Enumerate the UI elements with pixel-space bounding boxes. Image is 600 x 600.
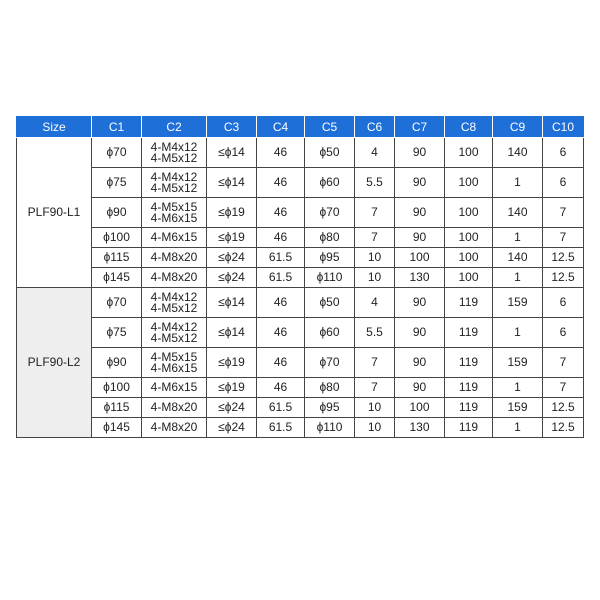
cell-c6: 5.5 xyxy=(355,168,395,198)
column-header: C5 xyxy=(305,117,355,138)
cell-c4: 46 xyxy=(257,318,305,348)
cell-c2 xyxy=(142,248,207,268)
cell-c8: 100 xyxy=(445,138,493,168)
cell-c1: ϕ145 xyxy=(92,268,142,288)
cell-c2 xyxy=(142,348,207,378)
cell-c6: 4 xyxy=(355,138,395,168)
cell-c5: ϕ70 xyxy=(305,348,355,378)
cell-c2 xyxy=(142,228,207,248)
cell-c6: 10 xyxy=(355,418,395,438)
cell-c1: ϕ70 xyxy=(92,288,142,318)
cell-c10: 7 xyxy=(543,198,584,228)
screw-spec: 4-M6x15 xyxy=(150,380,198,394)
column-header: C2 xyxy=(142,117,207,138)
screw-spec: 4-M5x15 xyxy=(150,199,198,214)
size-cell: PLF90-L1 xyxy=(17,138,92,288)
table-row xyxy=(17,168,584,198)
cell-c9: 159 xyxy=(493,398,543,418)
cell-c8: 119 xyxy=(445,418,493,438)
cell-c6: 4 xyxy=(355,288,395,318)
cell-c7: 90 xyxy=(395,228,445,248)
cell-c4: 46 xyxy=(257,228,305,248)
cell-c2 xyxy=(142,268,207,288)
cell-c3: ≤ϕ19 xyxy=(207,228,257,248)
cell-c10: 6 xyxy=(543,168,584,198)
cell-c8: 100 xyxy=(445,228,493,248)
cell-c5: ϕ95 xyxy=(305,398,355,418)
table-row xyxy=(17,418,584,438)
cell-c7: 90 xyxy=(395,348,445,378)
cell-c10: 6 xyxy=(543,288,584,318)
screw-spec: 4-M5x12 xyxy=(150,150,198,165)
cell-c4: 61.5 xyxy=(257,268,305,288)
cell-c2 xyxy=(142,138,207,168)
screw-spec: 4-M4x12 xyxy=(150,289,198,304)
screw-spec: 4-M6x15 xyxy=(150,230,198,244)
column-header: Size xyxy=(17,117,92,138)
cell-c4: 61.5 xyxy=(257,418,305,438)
cell-c6: 7 xyxy=(355,228,395,248)
cell-c3: ≤ϕ24 xyxy=(207,398,257,418)
screw-spec: 4-M4x12 xyxy=(150,139,198,154)
cell-c9: 159 xyxy=(493,288,543,318)
cell-c10: 12.5 xyxy=(543,398,584,418)
column-header: C7 xyxy=(395,117,445,138)
cell-c2 xyxy=(142,378,207,398)
cell-c7: 100 xyxy=(395,398,445,418)
cell-c1: ϕ75 xyxy=(92,168,142,198)
cell-c8: 119 xyxy=(445,318,493,348)
cell-c8: 100 xyxy=(445,268,493,288)
cell-c7: 90 xyxy=(395,168,445,198)
table-row xyxy=(17,398,584,418)
cell-c1: ϕ100 xyxy=(92,228,142,248)
cell-c1: ϕ75 xyxy=(92,318,142,348)
cell-c2 xyxy=(142,198,207,228)
spec-table xyxy=(16,116,584,438)
cell-c5: ϕ80 xyxy=(305,228,355,248)
cell-c9: 159 xyxy=(493,348,543,378)
cell-c7: 90 xyxy=(395,198,445,228)
table-group xyxy=(17,288,584,438)
cell-c5: ϕ50 xyxy=(305,288,355,318)
cell-c5: ϕ95 xyxy=(305,248,355,268)
cell-c6: 7 xyxy=(355,378,395,398)
cell-c3: ≤ϕ19 xyxy=(207,378,257,398)
header-row xyxy=(17,117,584,138)
cell-c9: 1 xyxy=(493,378,543,398)
table-row xyxy=(17,348,584,378)
cell-c5: ϕ110 xyxy=(305,268,355,288)
cell-c1: ϕ145 xyxy=(92,418,142,438)
cell-c3: ≤ϕ19 xyxy=(207,348,257,378)
screw-spec: 4-M5x15 xyxy=(150,349,198,364)
cell-c3: ≤ϕ14 xyxy=(207,138,257,168)
cell-c7: 130 xyxy=(395,268,445,288)
cell-c8: 119 xyxy=(445,398,493,418)
cell-c3: ≤ϕ14 xyxy=(207,288,257,318)
screw-spec: 4-M4x12 xyxy=(150,169,198,184)
cell-c2 xyxy=(142,168,207,198)
table-row xyxy=(17,288,584,318)
cell-c2 xyxy=(142,288,207,318)
screw-spec: 4-M6x15 xyxy=(150,210,198,225)
table-row xyxy=(17,138,584,168)
screw-spec: 4-M8x20 xyxy=(150,250,198,264)
cell-c1: ϕ90 xyxy=(92,198,142,228)
screw-spec: 4-M5x12 xyxy=(150,300,198,315)
column-header: C1 xyxy=(92,117,142,138)
screw-spec: 4-M8x20 xyxy=(150,400,198,414)
screw-spec: 4-M5x12 xyxy=(150,180,198,195)
screw-spec: 4-M5x12 xyxy=(150,330,198,345)
cell-c6: 7 xyxy=(355,198,395,228)
cell-c5: ϕ110 xyxy=(305,418,355,438)
cell-c7: 90 xyxy=(395,378,445,398)
cell-c9: 1 xyxy=(493,228,543,248)
cell-c9: 1 xyxy=(493,168,543,198)
cell-c10: 7 xyxy=(543,348,584,378)
cell-c7: 130 xyxy=(395,418,445,438)
cell-c7: 90 xyxy=(395,288,445,318)
screw-spec: 4-M4x12 xyxy=(150,319,198,334)
cell-c5: ϕ70 xyxy=(305,198,355,228)
cell-c4: 46 xyxy=(257,168,305,198)
cell-c7: 90 xyxy=(395,138,445,168)
table-row xyxy=(17,198,584,228)
cell-c10: 6 xyxy=(543,138,584,168)
cell-c10: 12.5 xyxy=(543,418,584,438)
cell-c9: 140 xyxy=(493,248,543,268)
cell-c4: 46 xyxy=(257,348,305,378)
table-row xyxy=(17,268,584,288)
cell-c5: ϕ50 xyxy=(305,138,355,168)
cell-c2 xyxy=(142,318,207,348)
column-header: C4 xyxy=(257,117,305,138)
cell-c4: 46 xyxy=(257,378,305,398)
cell-c8: 100 xyxy=(445,168,493,198)
cell-c9: 1 xyxy=(493,318,543,348)
table-group xyxy=(17,138,584,288)
cell-c4: 61.5 xyxy=(257,248,305,268)
cell-c6: 10 xyxy=(355,268,395,288)
table-row xyxy=(17,228,584,248)
cell-c1: ϕ115 xyxy=(92,248,142,268)
cell-c6: 5.5 xyxy=(355,318,395,348)
cell-c6: 7 xyxy=(355,348,395,378)
table-row xyxy=(17,318,584,348)
cell-c4: 46 xyxy=(257,138,305,168)
cell-c3: ≤ϕ24 xyxy=(207,248,257,268)
cell-c1: ϕ100 xyxy=(92,378,142,398)
cell-c5: ϕ60 xyxy=(305,318,355,348)
table-row xyxy=(17,378,584,398)
cell-c8: 100 xyxy=(445,198,493,228)
cell-c6: 10 xyxy=(355,398,395,418)
cell-c8: 119 xyxy=(445,288,493,318)
cell-c8: 119 xyxy=(445,348,493,378)
cell-c2 xyxy=(142,418,207,438)
cell-c4: 61.5 xyxy=(257,398,305,418)
column-header: C6 xyxy=(355,117,395,138)
cell-c8: 119 xyxy=(445,378,493,398)
cell-c10: 6 xyxy=(543,318,584,348)
size-cell: PLF90-L2 xyxy=(17,288,92,438)
cell-c9: 1 xyxy=(493,268,543,288)
cell-c3: ≤ϕ14 xyxy=(207,168,257,198)
column-header: C3 xyxy=(207,117,257,138)
column-header: C9 xyxy=(493,117,543,138)
column-header: C10 xyxy=(543,117,584,138)
cell-c1: ϕ70 xyxy=(92,138,142,168)
cell-c6: 10 xyxy=(355,248,395,268)
cell-c3: ≤ϕ24 xyxy=(207,268,257,288)
cell-c10: 12.5 xyxy=(543,268,584,288)
cell-c9: 1 xyxy=(493,418,543,438)
cell-c1: ϕ115 xyxy=(92,398,142,418)
screw-spec: 4-M6x15 xyxy=(150,360,198,375)
screw-spec: 4-M8x20 xyxy=(150,270,198,284)
cell-c7: 100 xyxy=(395,248,445,268)
cell-c1: ϕ90 xyxy=(92,348,142,378)
cell-c5: ϕ60 xyxy=(305,168,355,198)
screw-spec: 4-M8x20 xyxy=(150,420,198,434)
table-row xyxy=(17,248,584,268)
cell-c4: 46 xyxy=(257,288,305,318)
cell-c10: 7 xyxy=(543,228,584,248)
cell-c3: ≤ϕ19 xyxy=(207,198,257,228)
cell-c4: 46 xyxy=(257,198,305,228)
cell-c10: 12.5 xyxy=(543,248,584,268)
cell-c8: 100 xyxy=(445,248,493,268)
column-header: C8 xyxy=(445,117,493,138)
cell-c3: ≤ϕ14 xyxy=(207,318,257,348)
cell-c2 xyxy=(142,398,207,418)
cell-c7: 90 xyxy=(395,318,445,348)
cell-c3: ≤ϕ24 xyxy=(207,418,257,438)
cell-c9: 140 xyxy=(493,198,543,228)
cell-c10: 7 xyxy=(543,378,584,398)
cell-c9: 140 xyxy=(493,138,543,168)
cell-c5: ϕ80 xyxy=(305,378,355,398)
